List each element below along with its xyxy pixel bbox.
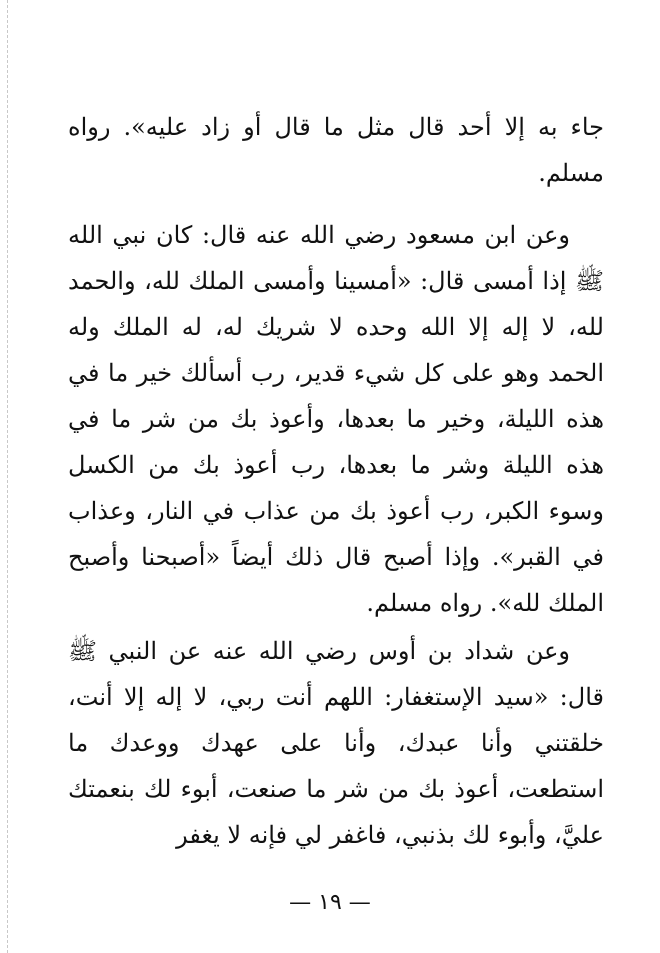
paragraph-ibn-masud-hadith: وعن ابن مسعود رضي الله عنه قال: كان نبي الله ﷺ إذا أمسى قال: «أمسينا وأمسى الملك لله، والحمد لله، لا إله إلا الله وحده لا شريك له، له الملك وله الحمد وهو على كل شيء قدير، رب أسألك خير ما في هذه الليلة، وخير ما بعدها، وأعوذ بك من شر ما في هذه الليلة وشر ما بعدها، رب أعوذ بك من الكسل وسوء الكبر، رب أعوذ بك من عذاب في النار، وعذاب في القبر». وإذا أصبح قال ذلك أيضاً «أصبحنا وأصبح الملك لله». رواه مسلم. — [68, 221, 605, 617]
paragraph-continuation: جاء به إلا أحد قال مثل ما قال أو زاد عليه». رواه مسلم. — [68, 113, 604, 187]
paragraph-shaddad-hadith: وعن شداد بن أوس رضي الله عنه عن النبي ﷺ قال: «سيد الإستغفار: اللهم أنت ربي، لا إله إلا أنت، خلقتني وأنا عبدك، وأنا على عهدك ووعدك ما استطعت، أعوذ بك من شر ما صنعت، أبوء لك بنعمتك عليَّ، وأبوء لك بذنبي، فاغفر لي فإنه لا يغفر — [68, 637, 604, 849]
page-number: — ١٩ — — [289, 890, 371, 915]
page-edge-line — [7, 0, 8, 953]
